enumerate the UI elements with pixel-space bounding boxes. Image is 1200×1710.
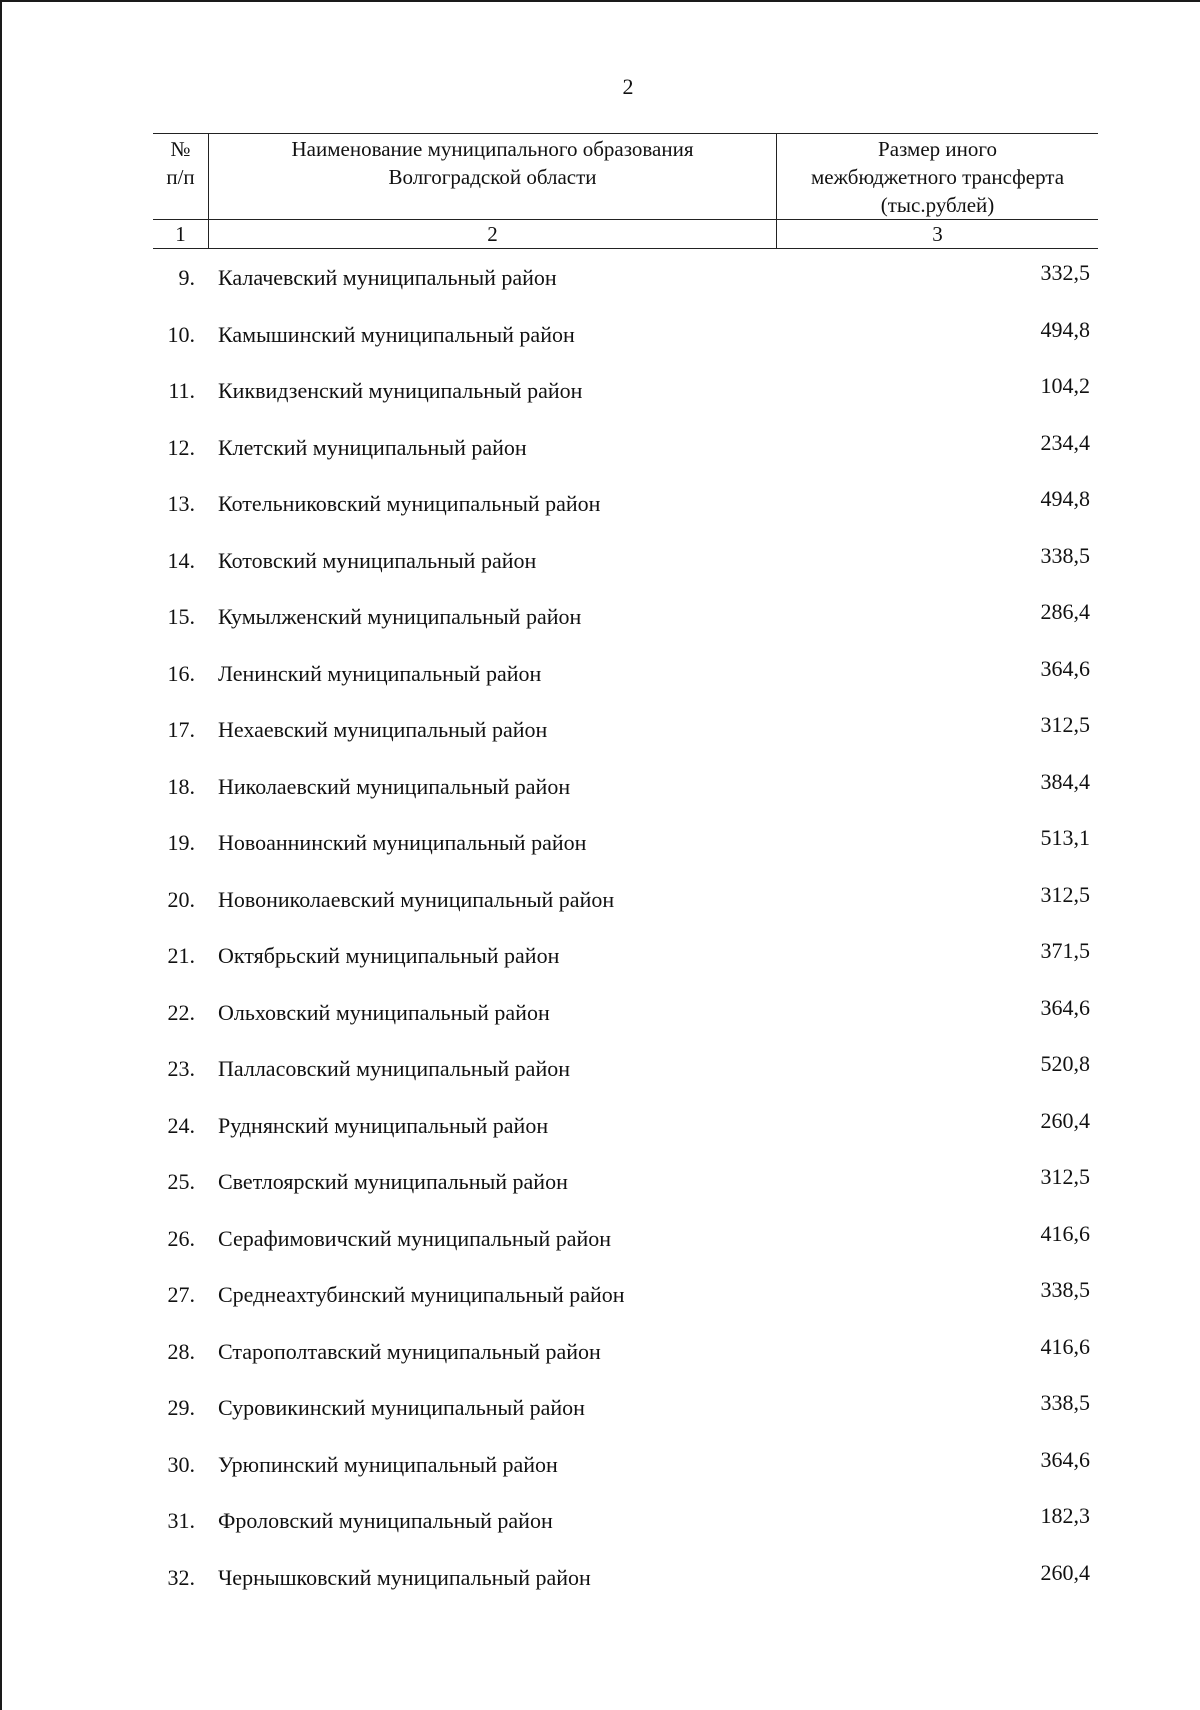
row-amount: 494,8 — [1040, 316, 1090, 342]
row-number: 14. — [167, 547, 195, 573]
row-name: Калачевский муниципальный район — [218, 265, 557, 290]
header-col-name-line1: Наименование муниципального образования — [291, 137, 694, 161]
table-row — [0, 994, 1200, 1056]
header-colnum-3: 3 — [932, 222, 943, 246]
row-amount: 234,4 — [1040, 429, 1090, 455]
row-amount: 364,6 — [1040, 655, 1090, 681]
header-col-amount — [777, 135, 1098, 219]
row-number: 10. — [167, 321, 195, 347]
row-number: 15. — [167, 604, 195, 629]
row-number: 23. — [167, 1056, 195, 1081]
row-number: 22. — [167, 999, 195, 1025]
header-col-amount-line2: межбюджетного трансферта — [810, 165, 1065, 189]
row-amount: 416,6 — [1040, 1333, 1090, 1359]
row-number: 32. — [167, 1564, 195, 1590]
table-row — [0, 542, 1200, 604]
row-name: Старополтавский муниципальный район — [218, 1338, 601, 1364]
row-name: Ольховский муниципальный район — [218, 999, 550, 1025]
row-number: 16. — [167, 660, 195, 686]
header-col-amount-line3: (тыс.рублей) — [880, 193, 995, 217]
row-name: Котельниковский муниципальный район — [218, 491, 601, 516]
row-name: Нехаевский муниципальный район — [218, 717, 548, 742]
table-row — [0, 429, 1200, 491]
row-number: 31. — [167, 1508, 195, 1533]
row-amount: 260,4 — [1040, 1559, 1090, 1585]
page-number: 2 — [622, 74, 634, 99]
table-row — [0, 599, 1200, 660]
header-col-number-line2: п/п — [166, 165, 195, 189]
row-amount: 416,6 — [1040, 1220, 1090, 1246]
table-row — [0, 768, 1200, 830]
header-col-number-line1: № — [170, 137, 191, 161]
row-number: 11. — [168, 378, 195, 403]
row-name: Руднянский муниципальный район — [218, 1112, 549, 1138]
row-number: 26. — [167, 1225, 195, 1251]
row-amount: 513,1 — [1040, 825, 1090, 850]
row-amount: 338,5 — [1040, 542, 1090, 568]
row-amount: 364,6 — [1040, 994, 1090, 1020]
row-number: 27. — [167, 1282, 195, 1307]
row-name: Клетский муниципальный район — [218, 434, 527, 460]
row-amount: 182,3 — [1040, 1503, 1090, 1528]
row-number: 28. — [167, 1338, 195, 1364]
row-amount: 286,4 — [1040, 599, 1090, 624]
header-col-name-line2: Волгоградской области — [388, 165, 597, 189]
row-number: 25. — [167, 1169, 195, 1194]
table-row — [0, 825, 1200, 886]
scan-border-top — [0, 0, 1200, 2]
row-name: Ленинский муниципальный район — [218, 660, 542, 686]
row-number: 17. — [167, 717, 195, 742]
row-name: Среднеахтубинский муниципальный район — [218, 1282, 625, 1307]
row-name: Чернышковский муниципальный район — [218, 1564, 591, 1590]
row-name: Николаевский муниципальный район — [218, 773, 571, 799]
row-number: 30. — [167, 1451, 195, 1477]
table-row — [0, 712, 1200, 773]
row-amount: 312,5 — [1040, 881, 1090, 907]
row-amount: 260,4 — [1040, 1107, 1090, 1133]
table-row — [0, 1503, 1200, 1564]
row-number: 9. — [178, 265, 195, 290]
table-row — [0, 373, 1200, 434]
table-row — [0, 316, 1200, 378]
row-number: 20. — [167, 886, 195, 912]
table-row — [0, 1559, 1200, 1621]
header-colnum-2: 2 — [487, 222, 498, 246]
row-name: Фроловский муниципальный район — [218, 1508, 553, 1533]
header-col-number — [153, 135, 208, 191]
row-amount: 364,6 — [1040, 1446, 1090, 1472]
table-row — [0, 1220, 1200, 1282]
row-name: Котовский муниципальный район — [218, 547, 537, 573]
row-name: Киквидзенский муниципальный район — [218, 378, 583, 403]
header-col-name — [209, 135, 776, 191]
row-name: Кумылженский муниципальный район — [218, 604, 582, 629]
row-number: 24. — [167, 1112, 195, 1138]
table-row — [0, 1107, 1200, 1169]
row-name: Серафимовичский муниципальный район — [218, 1225, 612, 1251]
table-row — [0, 655, 1200, 717]
header-bottom-rule — [153, 248, 1098, 249]
row-name: Октябрьский муниципальный район — [218, 943, 560, 968]
table-row — [0, 1390, 1200, 1451]
header-top-rule — [153, 133, 1098, 134]
table-row — [0, 1164, 1200, 1225]
table-row — [0, 938, 1200, 999]
row-number: 13. — [167, 491, 195, 516]
row-amount: 494,8 — [1040, 486, 1090, 511]
row-name: Суровикинский муниципальный район — [218, 1395, 585, 1420]
row-number: 18. — [167, 773, 195, 799]
table-row — [0, 1277, 1200, 1338]
table-row — [0, 1333, 1200, 1395]
row-amount: 338,5 — [1040, 1390, 1090, 1415]
row-name: Новониколаевский муниципальный район — [218, 886, 615, 912]
table-header — [153, 133, 1098, 249]
header-colnum-1: 1 — [175, 222, 186, 246]
table-row — [0, 1051, 1200, 1112]
row-amount: 312,5 — [1040, 1164, 1090, 1189]
table-row — [0, 486, 1200, 547]
row-number: 29. — [167, 1395, 195, 1420]
header-mid-rule — [153, 219, 1098, 220]
row-number: 21. — [167, 943, 195, 968]
row-amount: 520,8 — [1040, 1051, 1090, 1076]
row-amount: 332,5 — [1040, 260, 1090, 285]
row-name: Камышинский муниципальный район — [218, 321, 575, 347]
table-row — [0, 1446, 1200, 1508]
row-name: Новоаннинский муниципальный район — [218, 830, 587, 855]
row-name: Урюпинский муниципальный район — [218, 1451, 558, 1477]
row-amount: 371,5 — [1040, 938, 1090, 963]
row-amount: 338,5 — [1040, 1277, 1090, 1302]
table-row — [0, 260, 1200, 321]
row-number: 12. — [167, 434, 195, 460]
row-number: 19. — [167, 830, 195, 855]
row-name: Светлоярский муниципальный район — [218, 1169, 568, 1194]
table-row — [0, 881, 1200, 943]
row-amount: 384,4 — [1040, 768, 1090, 794]
row-amount: 104,2 — [1040, 373, 1090, 398]
row-name: Палласовский муниципальный район — [218, 1056, 570, 1081]
header-col-amount-line1: Размер иного — [878, 137, 997, 161]
row-amount: 312,5 — [1040, 712, 1090, 737]
